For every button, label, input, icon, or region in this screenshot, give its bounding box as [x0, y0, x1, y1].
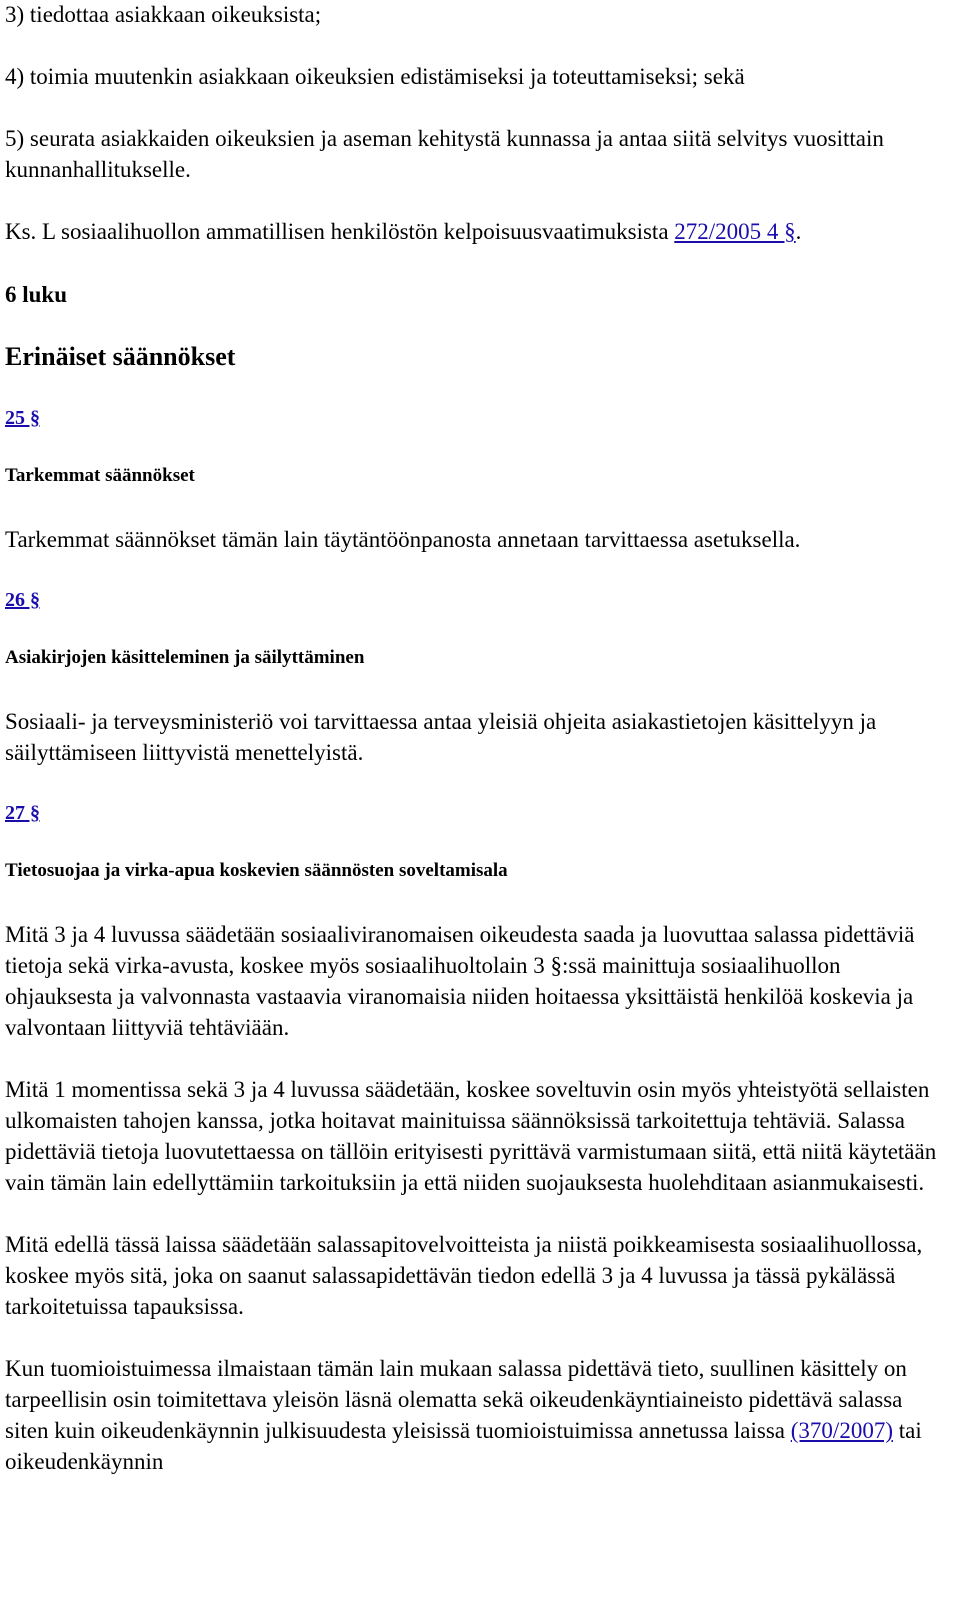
section-27-paragraph-3: Mitä edellä tässä laissa säädetään salassapitovelvoitteista ja niistä poikkeamisesta sosiaalihuollossa, koskee myös sitä, joka on saanut salassapidettävän tiedon edellä 3 ja 4 luvussa ja tässä pykälässä tarkoitetuissa tapauksissa.: [5, 1232, 923, 1319]
chapter-number: 6 luku: [5, 282, 68, 307]
section-27-paragraph-4-end: tai oikeudenkäynnin: [5, 1418, 922, 1474]
section-26-link[interactable]: 26 §: [5, 589, 40, 611]
law-370-2007-link[interactable]: (370/2007): [790, 1418, 893, 1443]
item-3: 3) tiedottaa asiakkaan oikeuksista;: [5, 2, 322, 27]
section-26-heading: [5, 587, 950, 613]
section-25-heading: [5, 405, 950, 431]
section-26-title: Asiakirjojen käsitteleminen ja säilyttäminen: [5, 647, 365, 668]
section-27-paragraph-2: Mitä 1 momentissa sekä 3 ja 4 luvussa säädetään, koskee soveltuvin osin myös yhteistyötä sellaisten ulkomaisten tahojen kanssa, jotka hoitavat mainituissa säännöksissä tarkoitettuja tehtäviä. Salassa pidettäviä tietoja luovutettaessa on tällöin erityisesti pyrittävä varmistumaan siitä, että niitä käytetään vain tämän lain edellyttämiin tarkoituksiin ja että niiden suojauksesta huolehditaan asianmukaisesti.: [5, 1077, 937, 1195]
section-25-link[interactable]: 25 §: [5, 407, 40, 429]
reference-link[interactable]: 272/2005 4 §: [674, 219, 796, 244]
section-27-paragraph-1: Mitä 3 ja 4 luvussa säädetään sosiaaliviranomaisen oikeudesta saada ja luovuttaa salassa pidettäviä tietoja sekä virka-avusta, koskee myös sosiaalihuoltolain 3 §:ssä mainittuja sosiaalihuollon ohjauksesta ja valvonnasta vastaavia viranomaisia niiden hoitaessa yksittäistä henkilöä koskevia ja valvontaan liittyviä tehtäviään.: [5, 922, 915, 1040]
item-4: 4) toimia muutenkin asiakkaan oikeuksien edistämiseksi ja toteuttamiseksi; sekä: [5, 64, 745, 89]
section-27-title: Tietosuojaa ja virka-apua koskevien säännösten soveltamisala: [5, 860, 508, 881]
section-27-link[interactable]: 27 §: [5, 802, 40, 824]
section-25-title: Tarkemmat säännökset: [5, 465, 195, 486]
reference-text: Ks. L sosiaalihuollon ammatillisen henkilöstön kelpoisuusvaatimuksista: [5, 219, 675, 244]
item-5: 5) seurata asiakkaiden oikeuksien ja aseman kehitystä kunnassa ja antaa siitä selvitys vuosittain kunnanhallitukselle.: [5, 126, 884, 182]
section-27-paragraph-4-text: Kun tuomioistuimessa ilmaistaan tämän lain mukaan salassa pidettävä tieto, suullinen käsittely on tarpeellisin osin toimitettava yleisön läsnä olematta sekä oikeudenkäyntiaineisto pidettävä salassa siten kuin oikeudenkäynnin julkisuudesta yleisissä tuomioistuimissa annetussa laissa: [5, 1356, 907, 1443]
reference-paragraph: [5, 216, 950, 247]
chapter-title: Erinäiset säännökset: [5, 342, 236, 371]
section-25-text: Tarkemmat säännökset tämän lain täytäntöönpanosta annetaan tarvittaessa asetuksella.: [5, 527, 801, 552]
section-26-text: Sosiaali- ja terveysministeriö voi tarvittaessa antaa yleisiä ohjeita asiakastietojen käsittelyyn ja säilyttämiseen liittyvistä menettelyistä.: [5, 709, 877, 765]
section-27-heading: [5, 800, 950, 826]
reference-end: .: [795, 219, 802, 244]
section-27-paragraph-4: [5, 1353, 950, 1477]
